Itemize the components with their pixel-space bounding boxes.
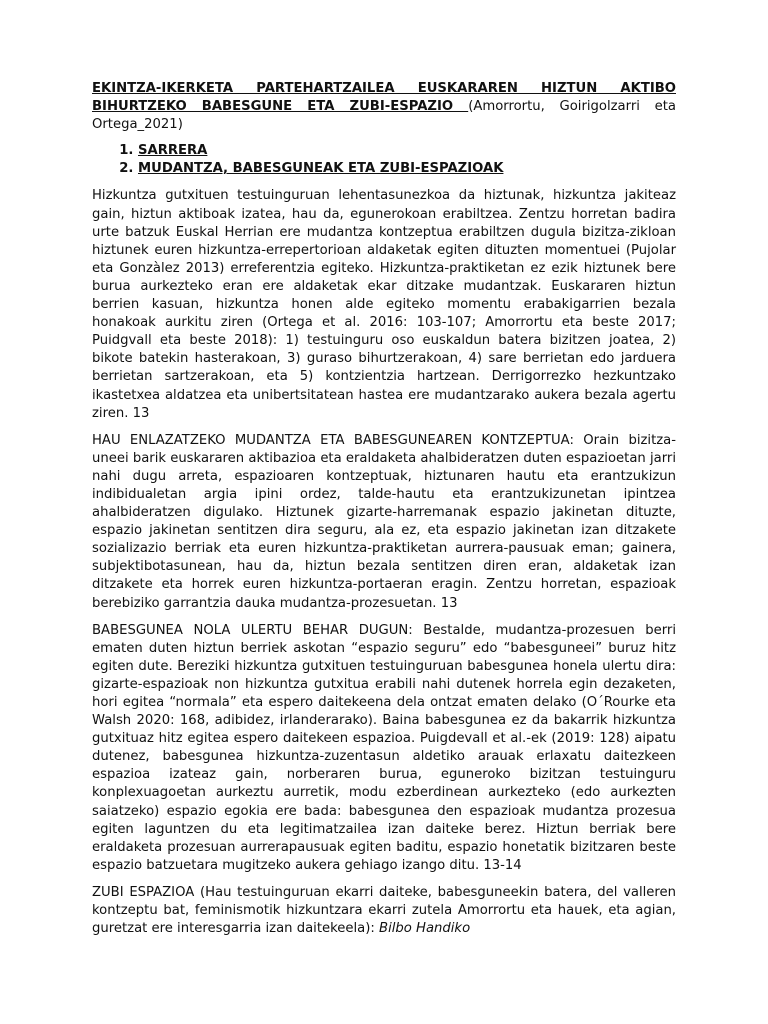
paragraph-babesgune-kontzeptua: HAU ENLAZATZEKO MUDANTZA ETA BABESGUNEAREN KONTZEPTUA: Orain bizitza-uneei barik euskararen aktibazioa eta eraldaketa ahalbideratzen duten espazioetan jarri nahi dugu arreta, espazioaren kontzeptuak, hiztunaren hautu eta erantzukizun indibidualetan argia ipini ordez, talde-hautu eta erantzukizunetan ipintzea ahalbideratzen digulako. Hiztunek gizarte-harremanak espazio jakinetan dituzte, espazio jakinetan sentitzen dira seguru, ala ez, eta espazio jakinetan izan ditzakete sozializazio berriak eta euren hizkuntza-praktiketan aurrera-pausuak eman; gainera, subjektibotasunean, hau da, hiztun bezala sentitzen diren eran, aldaketak izan ditzakete eta horrek euren hizkuntza-portaeran eragin. Zentzu horretan, espazioak berebiziko garrantzia dauka mudantza-prozesuetan. 13: [92, 432, 676, 611]
paragraph-mudantza: Hizkuntza gutxituen testuinguruan lehentasunezkoa da hiztunak, hizkuntza jakiteaz gain, hiztun aktiboak izatea, hau da, egunerokoan erabiltzea. Zentzu horretan badira urte batzuk Euskal Herrian ere mudantza kontzeptua erabiltzen dugula bizitza-zikloan hiztunek euren hizkuntza-errepertorioan aldaketak egiten dituzten momentuei (Pujolar eta Gonzàlez 2013) erreferentzia egiteko. Hizkuntza-praktiketan ez ezik hiztunek bere burua aurkezteko eran ere aldaketak ekar ditzake mudantzak. Euskararen hiztun berrien kasuan, hizkuntza honen alde egiteko momentu erabakigarrien bezala honakoak aurkitu ziren (Ortega et al. 2016: 103-107; Amorrortu eta beste 2017; Puidgvall eta beste 2018): 1) testuinguru oso euskaldun batera bizitzen joatea, 2) bikote batekin hasterakoan, 3) guraso bihurtzerakoan, 4) sare berrietan edo jarduera berrietan sartzerakoan, eta 5) kontzientzia hartzean. Derrigorrezko hezkuntzako ikastetxea aldatzea eta unibertsitatean hastea ere mudantzarako aukera bezala agertu ziren. 13: [92, 188, 676, 421]
section-item-sarrera: 1. SARRERA: [138, 142, 676, 160]
paragraph-zubi-espazioa: [92, 884, 676, 938]
section-item-mudantza: 2. MUDANTZA, BABESGUNEAK ETA ZUBI-ESPAZIOAK: [138, 160, 676, 178]
paragraph-babesgunea-ulertu: BABESGUNEA NOLA ULERTU BEHAR DUGUN: Bestalde, mudantza-prozesuen berri ematen duten hiztun berriek askotan “espazio seguru” edo “babesguneei” buruz hitz egiten dute. Bereziki hizkuntza gutxituen testuinguruan babesgunea honela ulertu dira: gizarte-espazioak non hizkuntza gutxitua erabili nahi dutenek horrela egin dezaketen, hori egitea “normala” eta espero daitekeena dela ontzat ematen delako (O´Rourke eta Walsh 2020: 168, adibidez, irlanderarako). Baina babesgunea ez da bakarrik hizkuntza gutxituaz hitz egitea espero daitekeen espazioa. Puigdevall et al.-ek (2019: 128) aipatu dutenez, babesgunea hizkuntza-zuzentasun aldetiko arauak erlaxatu daitezkeen espazioa izateaz gain, norberaren burua, eguneroko bizitzan testuinguru konplexuagoetan aurkeztu aurretik, modu ezberdinean aurkezteko (edo aurkezten saiatzeko) espazio egokia ere bada: babesgunea den espazioak mudantza prozesua egiten laguntzen du eta legitimatzailea izan daiteke berez. Hiztun berriak bere eraldaketa prozesuan aurrerapausuak egiten baditu, espazio honetatik bizitzaren beste espazio batzuetara mugitzeko aukera gehiago izango ditu. 13-14: [92, 622, 676, 873]
document-heading: [92, 80, 676, 134]
document-title: EKINTZA-IKERKETA PARTEHARTZAILEA EUSKARAREN HIZTUN AKTIBO BIHURTZEKO BABESGUNE ETA ZUBI-ESPAZIO: [92, 81, 676, 115]
document-citation: (Amorrortu, Goirigolzarri eta Ortega_2021): [92, 99, 676, 133]
zubi-espazioa-text: ZUBI ESPAZIOA (Hau testuinguruan ekarri daiteke, babesguneekin batera, del valleren kontzeptu bat, feminismotik hizkuntzara ekarri zutela Amorrortu eta hauek, eta agian, guretzat ere interesgarria izan daitekeela):: [92, 884, 676, 937]
zubi-espazioa-italic: Bilbo Handiko: [379, 921, 471, 937]
document-page: [92, 80, 676, 947]
section-list: [92, 142, 676, 178]
